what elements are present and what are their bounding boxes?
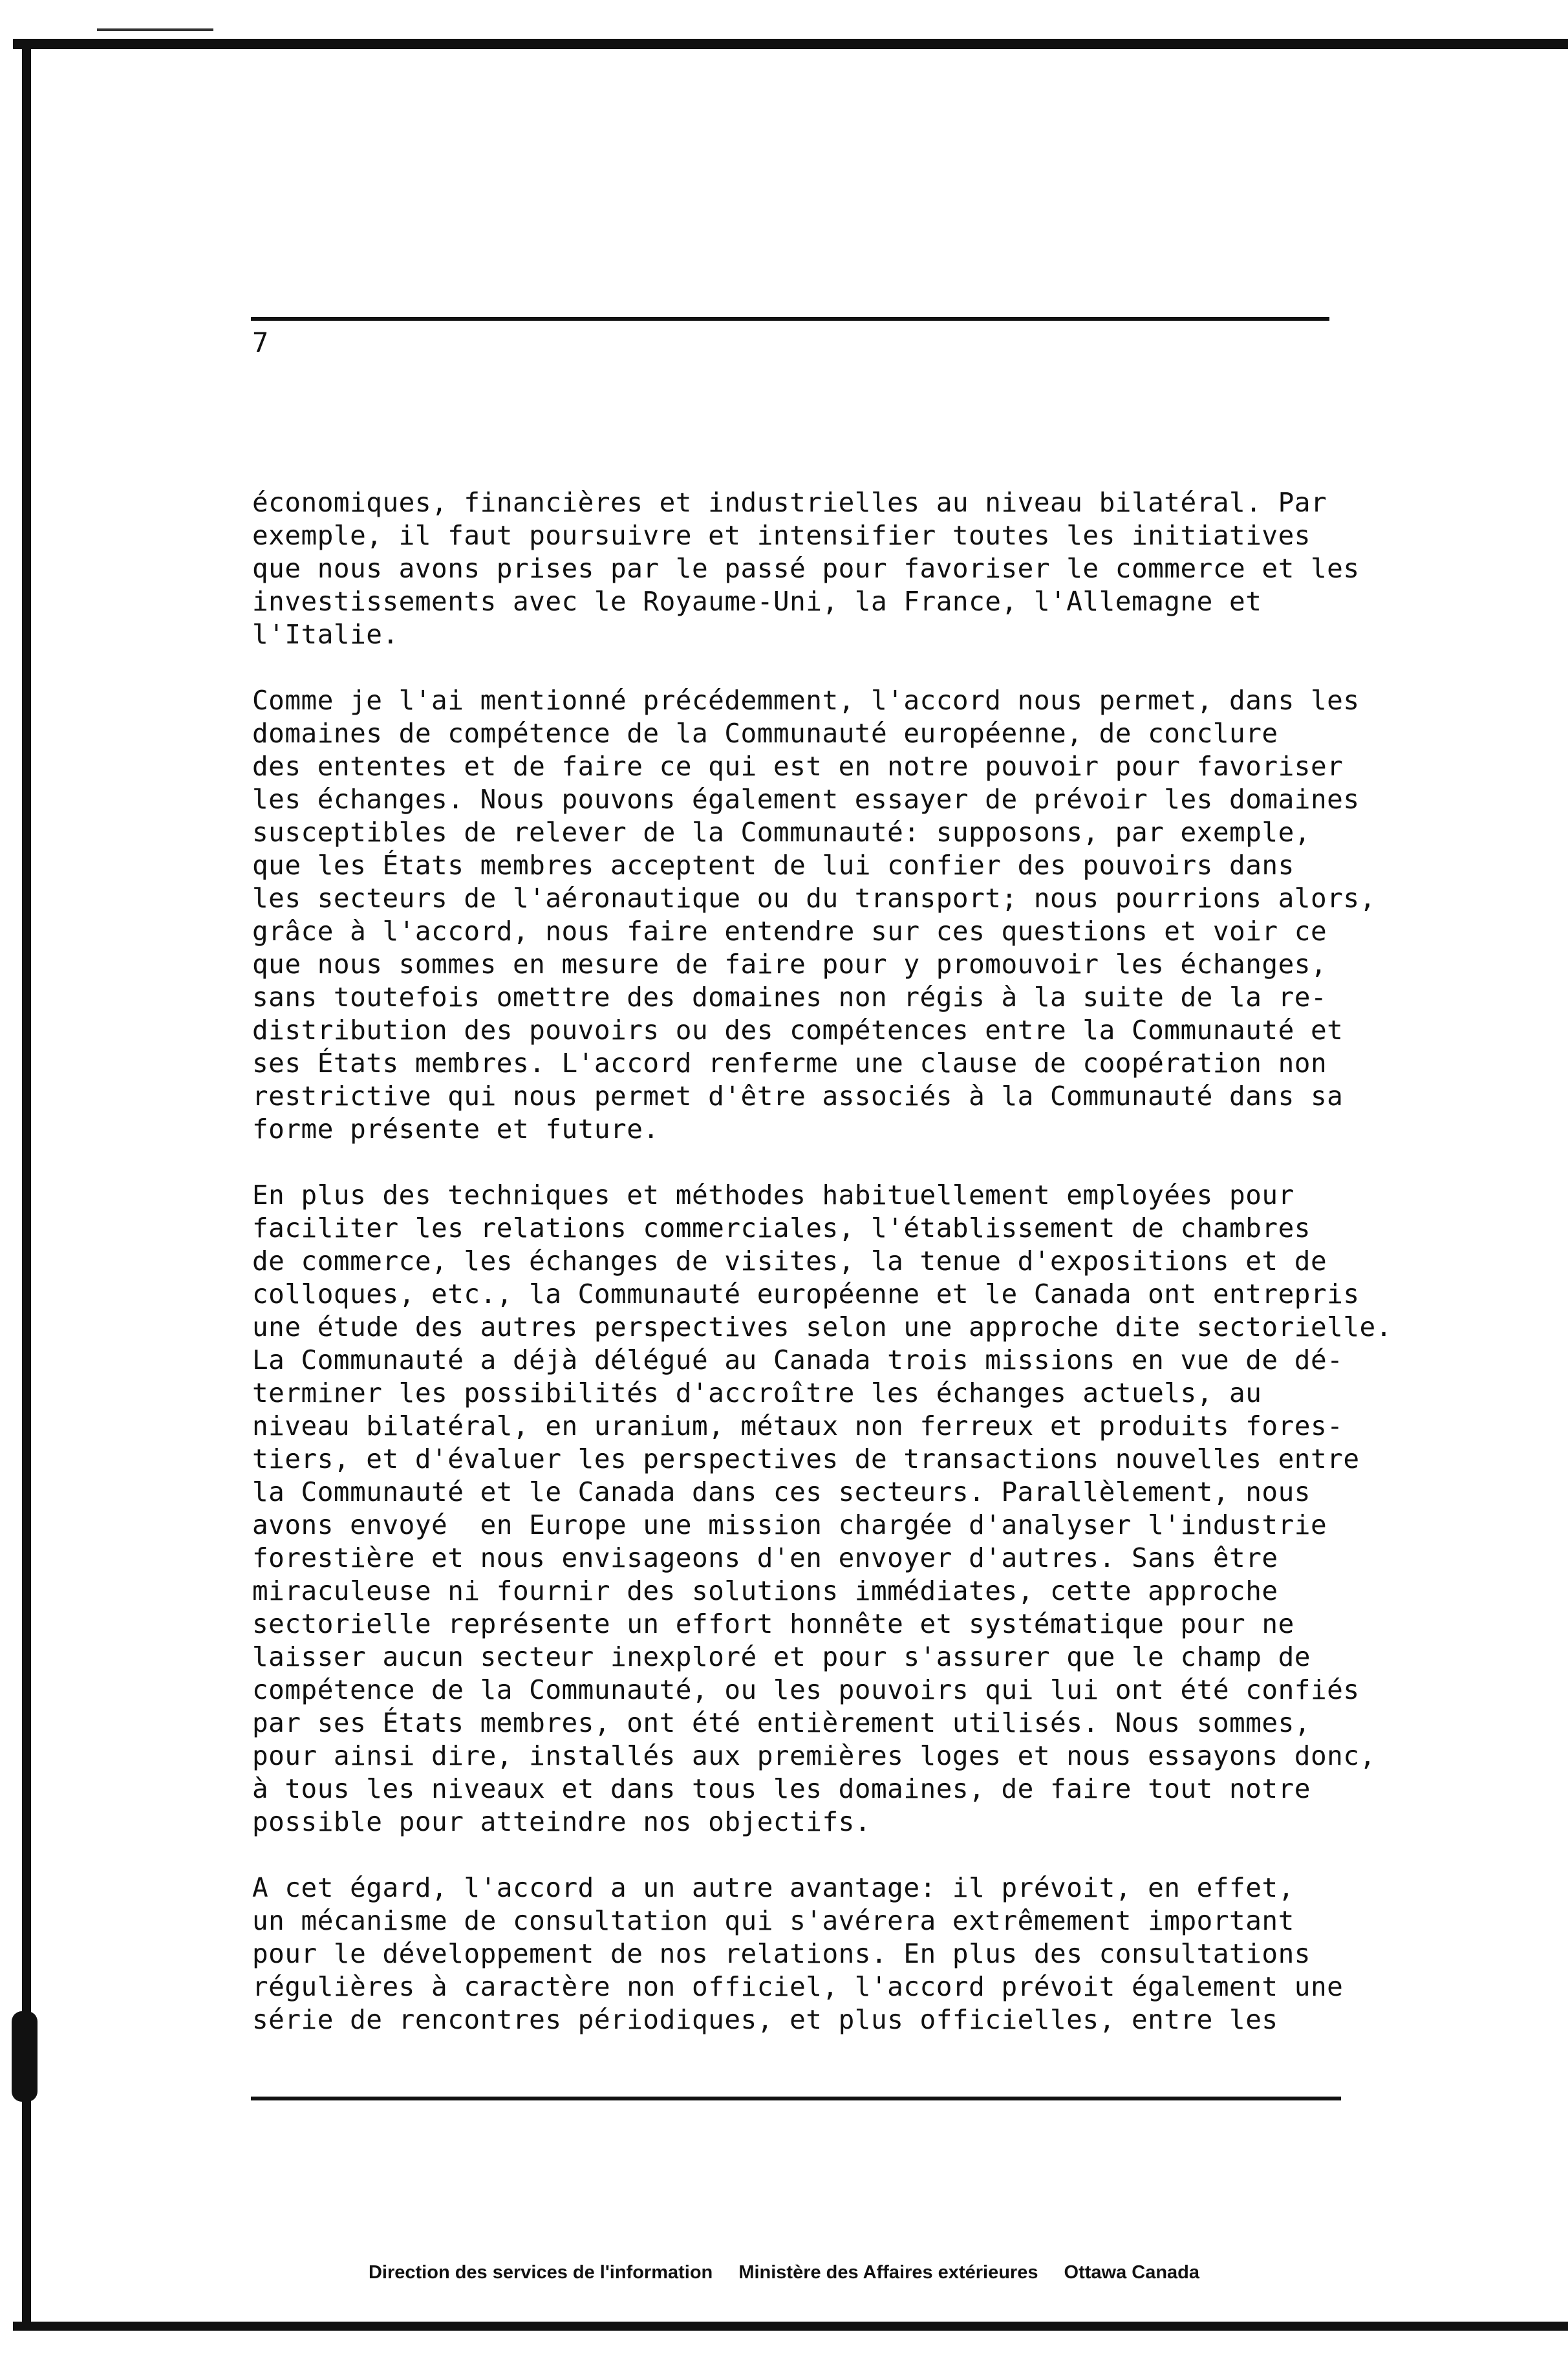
text-line: forestière et nous envisageons d'en envoyer d'autres. Sans être (252, 1542, 1278, 1573)
text-line: que nous sommes en mesure de faire pour y promouvoir les échanges, (252, 949, 1327, 980)
text-line: sectorielle représente un effort honnête et systématique pour ne (252, 1608, 1294, 1639)
text-line: niveau bilatéral, en uranium, métaux non ferreux et produits fores- (252, 1410, 1344, 1441)
text-line: investissements avec le Royaume-Uni, la France, l'Allemagne et (252, 586, 1262, 617)
text-line: à tous les niveaux et dans tous les domaines, de faire tout notre (252, 1773, 1311, 1804)
text-line: que nous avons prises par le passé pour favoriser le commerce et les (252, 553, 1360, 584)
text-line: forme présente et future. (252, 1114, 660, 1145)
text-line: sans toutefois omettre des domaines non régis à la suite de la re- (252, 982, 1327, 1013)
text-line: terminer les possibilités d'accroître les échanges actuels, au (252, 1377, 1262, 1408)
text-line: par ses États membres, ont été entièrement utilisés. Nous sommes, (252, 1707, 1311, 1738)
paragraph (252, 486, 1481, 651)
text-line: domaines de compétence de la Communauté européenne, de conclure (252, 718, 1278, 749)
publisher-footer (0, 2262, 1568, 2283)
text-line: des ententes et de faire ce qui est en notre pouvoir pour favoriser (252, 751, 1344, 782)
text-line: ses États membres. L'accord renferme une clause de coopération non (252, 1048, 1327, 1079)
text-line: En plus des techniques et méthodes habituellement employées pour (252, 1180, 1294, 1211)
text-line: un mécanisme de consultation qui s'avérera extrêmement important (252, 1905, 1294, 1936)
text-line: une étude des autres perspectives selon une approche dite sectorielle. (252, 1311, 1392, 1343)
text-line: exemple, il faut poursuivre et intensifier toutes les initiatives (252, 520, 1311, 551)
text-line: pour le développement de nos relations. En plus des consultations (252, 1938, 1311, 1969)
text-line: pour ainsi dire, installés aux premières loges et nous essayons donc, (252, 1740, 1376, 1771)
text-line: de commerce, les échanges de visites, la tenue d'expositions et de (252, 1246, 1327, 1277)
scan-border-top-thin (97, 28, 213, 31)
text-line: avons envoyé en Europe une mission chargée d'analyser l'industrie (252, 1509, 1327, 1540)
text-line: faciliter les relations commerciales, l'établissement de chambres (252, 1213, 1311, 1244)
text-line: les secteurs de l'aéronautique ou du transport; nous pourrions alors, (252, 883, 1376, 914)
footer-rule (251, 2097, 1341, 2100)
text-line: les échanges. Nous pouvons également essayer de prévoir les domaines (252, 784, 1360, 815)
text-line: grâce à l'accord, nous faire entendre sur ces questions et voir ce (252, 916, 1327, 947)
scan-border-bottom (13, 2322, 1568, 2331)
header-rule (251, 317, 1329, 321)
text-line: régulières à caractère non officiel, l'accord prévoit également une (252, 1971, 1344, 2002)
paragraph (252, 1179, 1481, 1839)
text-line: économiques, financières et industrielles au niveau bilatéral. Par (252, 487, 1327, 518)
text-line: colloques, etc., la Communauté européenne et le Canada ont entrepris (252, 1279, 1360, 1310)
text-line: La Communauté a déjà délégué au Canada trois missions en vue de dé- (252, 1344, 1344, 1376)
text-line: distribution des pouvoirs ou des compétences entre la Communauté et (252, 1015, 1344, 1046)
text-line: laisser aucun secteur inexploré et pour s'assurer que le champ de (252, 1641, 1311, 1672)
text-line: la Communauté et le Canada dans ces secteurs. Parallèlement, nous (252, 1476, 1311, 1507)
text-line: miraculeuse ni fournir des solutions immédiates, cette approche (252, 1575, 1278, 1606)
text-line: que les États membres acceptent de lui confier des pouvoirs dans (252, 850, 1294, 881)
text-line: série de rencontres périodiques, et plus officielles, entre les (252, 2004, 1278, 2035)
scan-border-left (22, 39, 31, 2331)
footer-location: Ottawa Canada (1064, 2262, 1200, 2283)
text-line: A cet égard, l'accord a un autre avantage: il prévoit, en effet, (252, 1872, 1294, 1903)
scan-border-top (13, 39, 1568, 49)
text-line: possible pour atteindre nos objectifs. (252, 1806, 871, 1837)
footer-directorate: Direction des services de l'information (368, 2262, 713, 2283)
paragraph (252, 1872, 1481, 2036)
text-line: Comme je l'ai mentionné précédemment, l'accord nous permet, dans les (252, 685, 1360, 716)
paragraph (252, 684, 1481, 1146)
text-line: restrictive qui nous permet d'être associés à la Communauté dans sa (252, 1081, 1344, 1112)
footer-ministry: Ministère des Affaires extérieures (738, 2262, 1038, 2283)
text-line: l'Italie. (252, 619, 399, 650)
text-line: tiers, et d'évaluer les perspectives de transactions nouvelles entre (252, 1443, 1360, 1474)
text-line: susceptibles de relever de la Communauté: supposons, par exemple, (252, 817, 1311, 848)
text-line: compétence de la Communauté, ou les pouvoirs qui lui ont été confiés (252, 1674, 1360, 1705)
page-number: 7 (252, 327, 269, 358)
binding-clip-mark (12, 2011, 38, 2102)
document-body (252, 486, 1481, 2069)
